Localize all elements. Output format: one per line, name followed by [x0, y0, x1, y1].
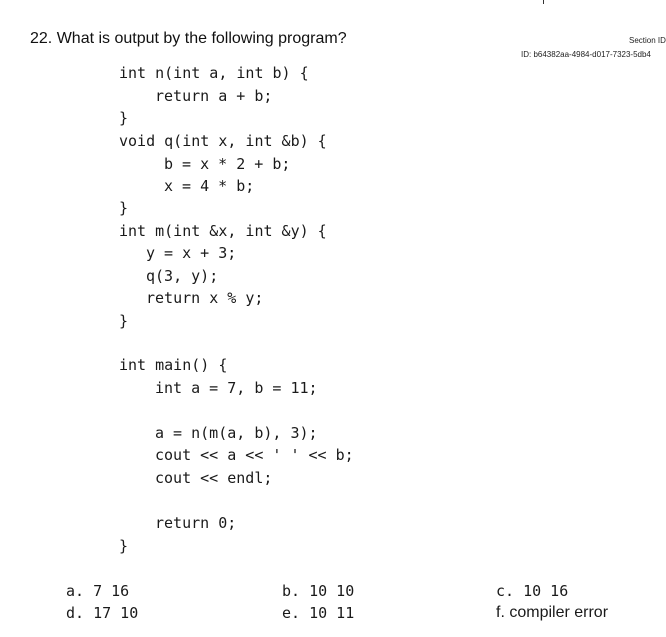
code-line: a = n(m(a, b), 3);	[155, 424, 318, 442]
code-line: }	[119, 537, 129, 555]
code-line: }	[119, 109, 129, 127]
question-text: 22. What is output by the following program?	[30, 30, 347, 47]
code-line: }	[119, 199, 129, 217]
code-line: cout << endl;	[155, 469, 273, 487]
code-line: int n(int a, int b) {	[119, 64, 309, 82]
option-letter: c.	[496, 582, 515, 600]
option-letter: b.	[282, 582, 301, 600]
code-line: return a + b;	[155, 87, 273, 105]
option-d	[66, 606, 138, 621]
code-line: int main() {	[119, 356, 228, 374]
option-b	[282, 584, 354, 599]
code-line: void q(int x, int &b) {	[119, 132, 327, 150]
option-value: 10 16	[523, 582, 569, 600]
code-line: y = x + 3;	[146, 244, 237, 262]
option-c	[496, 584, 568, 599]
option-value: 17 10	[93, 604, 139, 622]
id-label: ID: b64382aa-4984-d017-7323-5db4	[521, 50, 651, 59]
code-line: b = x * 2 + b;	[164, 155, 291, 173]
code-line: int m(int &x, int &y) {	[119, 222, 327, 240]
option-letter: f.	[496, 604, 505, 621]
page-edge-mark	[543, 0, 544, 4]
option-letter: a.	[66, 582, 85, 600]
code-line: return 0;	[155, 514, 237, 532]
code-line: cout << a << ' ' << b;	[155, 446, 354, 464]
option-value: 7 16	[93, 582, 130, 600]
option-letter: e.	[282, 604, 301, 622]
option-value: 10 10	[309, 582, 355, 600]
code-line: int a = 7, b = 11;	[155, 379, 318, 397]
code-line: }	[119, 312, 129, 330]
section-label: Section ID	[629, 36, 666, 45]
option-e	[282, 606, 354, 621]
option-letter: d.	[66, 604, 85, 622]
option-a	[66, 584, 129, 599]
code-line: x = 4 * b;	[164, 177, 255, 195]
option-value: compiler error	[509, 604, 609, 621]
code-line: q(3, y);	[146, 267, 219, 285]
option-value: 10 11	[309, 604, 355, 622]
code-line: return x % y;	[146, 289, 264, 307]
option-f	[496, 605, 608, 621]
